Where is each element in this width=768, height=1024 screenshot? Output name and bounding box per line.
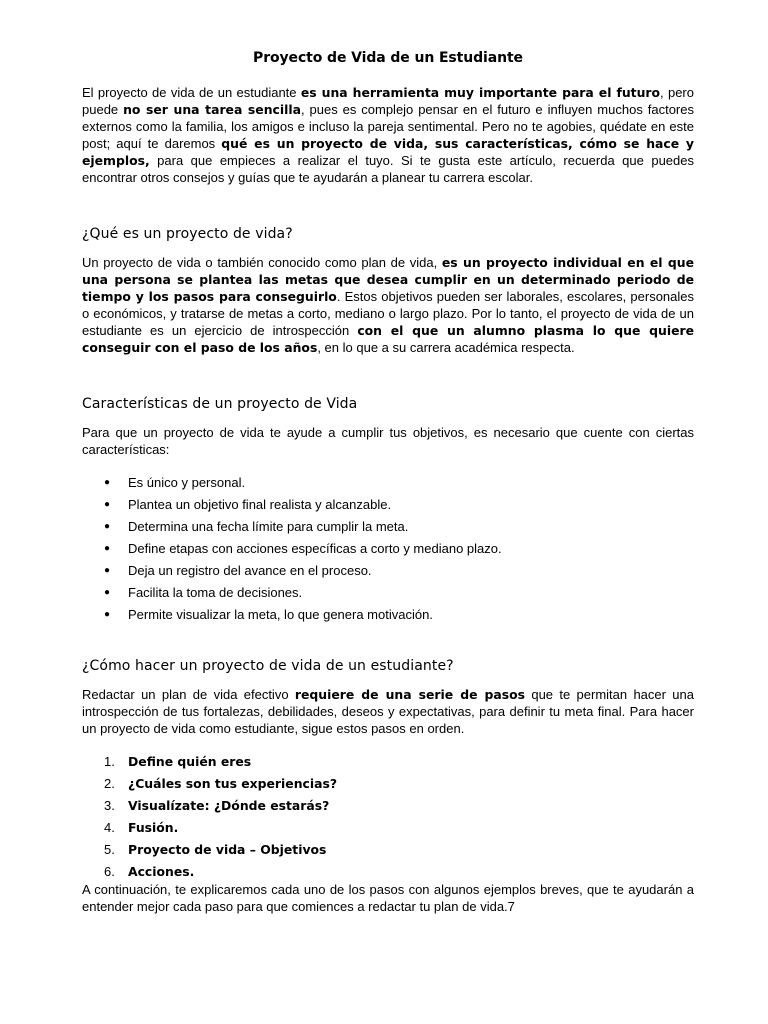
- list-item: 4. Fusión.: [104, 820, 179, 835]
- section-heading-que-es: ¿Qué es un proyecto de vida?: [82, 226, 293, 242]
- list-item: 5. Proyecto de vida – Objetivos: [104, 842, 327, 857]
- list-item: ● Es único y personal.: [82, 472, 694, 494]
- list-item: ● Facilita la toma de decisiones.: [82, 582, 694, 604]
- bullet-icon: ●: [104, 521, 111, 532]
- list-item: ● Permite visualizar la meta, lo que genera motivación.: [82, 604, 694, 626]
- bullet-icon: ●: [104, 543, 111, 554]
- characteristics-list: [82, 472, 694, 626]
- list-item: ● Deja un registro del avance en el proceso.: [82, 560, 694, 582]
- document-page: [82, 50, 694, 915]
- steps-list: [82, 751, 694, 881]
- intro-paragraph: El proyecto de vida de un estudiante es una herramienta muy importante para el futuro, pero puede no ser una tarea sencilla, pues es complejo pensar en el futuro e influyen muchos factores externos como la familia, los amigos e incluso la pareja sentimental. Pero no te agobies, quédate en este post; aquí te daremos qué es un proyecto de vida, sus características, cómo se hace y ejemplos, para que empieces a realizar el tuyo. Si te gusta este artículo, recuerda que puedes encontrar otros consejos y guías que te ayudarán a planear tu carrera escolar.: [82, 85, 694, 185]
- list-item: ● Plantea un objetivo final realista y alcanzable.: [82, 494, 694, 516]
- closing-paragraph: A continuación, te explicaremos cada uno de los pasos con algunos ejemplos breves, que te ayudarán a entender mejor cada paso para que comiences a redactar tu plan de vida.7: [82, 882, 694, 914]
- document-title: Proyecto de Vida de un Estudiante: [253, 50, 523, 66]
- list-item: 6. Acciones.: [104, 864, 195, 879]
- section-heading-como-hacer: ¿Cómo hacer un proyecto de vida de un estudiante?: [82, 658, 454, 674]
- bullet-icon: ●: [104, 609, 111, 620]
- list-item: 1. Define quién eres: [104, 754, 252, 769]
- bullet-icon: ●: [104, 499, 111, 510]
- bullet-icon: ●: [104, 565, 111, 576]
- section-paragraph-como-hacer: Redactar un plan de vida efectivo requiere de una serie de pasos que te permitan hacer una introspección de tus fortalezas, debilidades, deseos y expectativas, para definir tu meta final. Para hacer un proyecto de vida como estudiante, sigue estos pasos en orden.: [82, 687, 694, 736]
- bullet-icon: ●: [104, 587, 111, 598]
- section-paragraph-caracteristicas: Para que un proyecto de vida te ayude a cumplir tus objetivos, es necesario que cuente con ciertas características:: [82, 425, 694, 457]
- list-item: ● Determina una fecha límite para cumplir la meta.: [82, 516, 694, 538]
- section-heading-caracteristicas: Características de un proyecto de Vida: [82, 396, 358, 412]
- section-paragraph-que-es: Un proyecto de vida o también conocido como plan de vida, es un proyecto individual en el que una persona se plantea las metas que desea cumplir en un determinado periodo de tiempo y los pasos para conseguirlo. Estos objetivos pueden ser laborales, escolares, personales o económicos, y tratarse de metas a corto, mediano o largo plazo. Por lo tanto, el proyecto de vida de un estudiante es un ejercicio de introspección con el que un alumno plasma lo que quiere conseguir con el paso de los años, en lo que a su carrera académica respecta.: [82, 255, 695, 355]
- bullet-icon: ●: [104, 477, 111, 488]
- list-item: ● Define etapas con acciones específicas a corto y mediano plazo.: [82, 538, 694, 560]
- list-item: 3. Visualízate: ¿Dónde estarás?: [104, 798, 330, 813]
- list-item: 2. ¿Cuáles son tus experiencias?: [104, 776, 338, 791]
